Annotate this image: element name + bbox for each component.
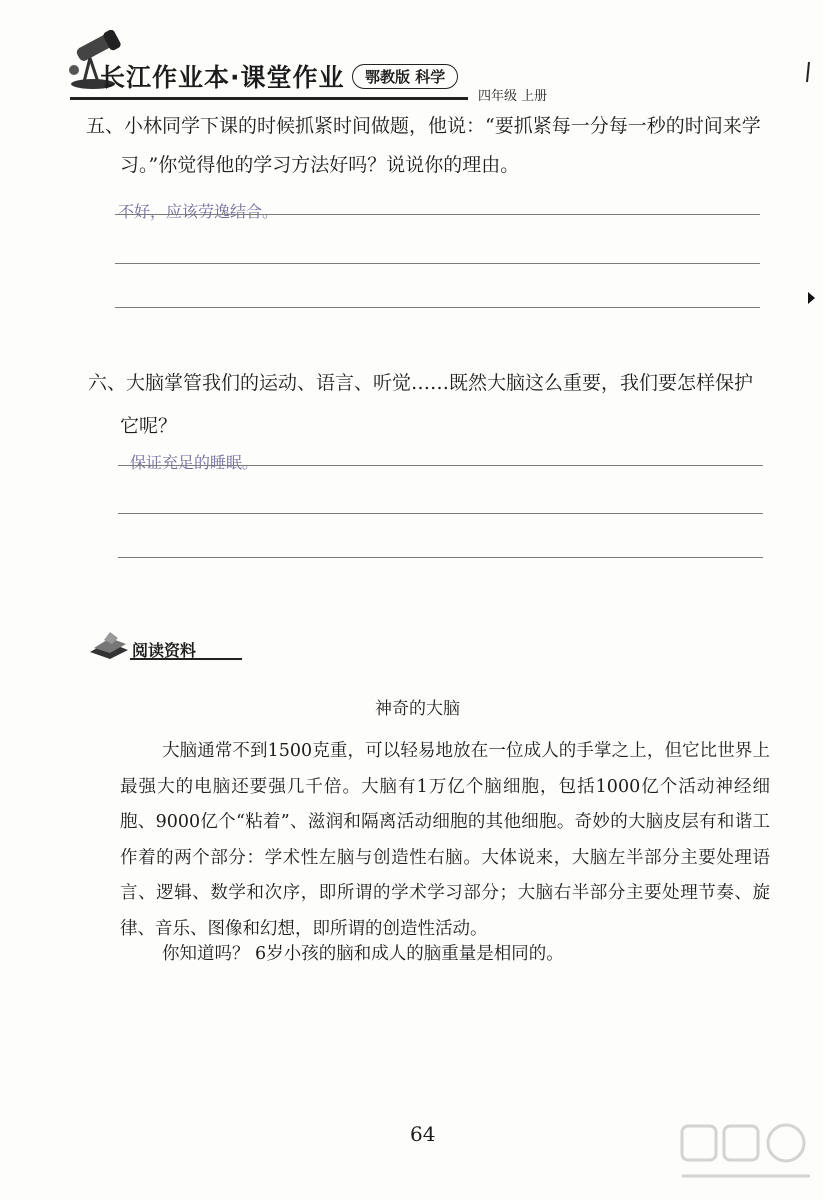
reading-section-divider [130, 658, 242, 660]
edition-badge: 鄂教版 科学 [352, 64, 458, 89]
reading-section-label: 阅读资料 [132, 641, 197, 660]
answer-line [115, 214, 760, 215]
question-6-text-line1: 六、大脑掌管我们的运动、语言、听觉……既然大脑这么重要，我们要怎样保护 [88, 372, 754, 394]
grade-label: 四年级 上册 [478, 89, 548, 104]
question-5-answer: 不好，应该劳逸结合。 [118, 202, 279, 221]
book-icon [88, 630, 130, 660]
answer-line [115, 263, 760, 264]
question-6-text-line2: 它呢？ [120, 415, 178, 437]
answer-line [118, 557, 763, 558]
reading-paragraph-1: 大脑通常不到1500克重，可以轻易地放在一位成人的手掌之上，但它比世界上最强大的电脑还要强几千倍。大脑有1万亿个脑细胞，包括1000亿个活动神经细胞、9000亿个“粘着”、滋润和隔离活动细胞的其他细胞。奇妙的大脑皮层有和谐工作着的两个部分：学术性左脑与创造性右脑。大体说来，大脑左半部分主要处理语言、逻辑、数学和次序，即所谓的学术学习部分；大脑右半部分主要处理节奏、旋律、音乐、图像和幻想，即所谓的创造性活动。 [120, 741, 770, 939]
question-5-text-line1: 五、小林同学下课的时候抓紧时间做题，他说：“要抓紧每一分每一秒的时间来学 [86, 115, 761, 137]
scan-mark-icon [806, 290, 816, 306]
scan-mark-icon [804, 60, 812, 86]
page-number: 64 [410, 1122, 436, 1146]
answer-line [118, 465, 763, 466]
header-divider [70, 97, 468, 100]
question-5-text-line2: 习。”你觉得他的学习方法好吗？说说你的理由。 [120, 154, 520, 176]
answer-line [118, 513, 763, 514]
watermark-logo-icon [676, 1120, 816, 1192]
reading-title: 神奇的大脑 [375, 699, 460, 719]
header-title: 长江作业本·课堂作业 [100, 63, 345, 92]
reading-paragraph-2: 你知道吗？ 6岁小孩的脑和成人的脑重量是相同的。 [162, 944, 564, 964]
answer-line [115, 307, 760, 308]
question-6-answer: 保证充足的睡眠。 [130, 453, 259, 472]
